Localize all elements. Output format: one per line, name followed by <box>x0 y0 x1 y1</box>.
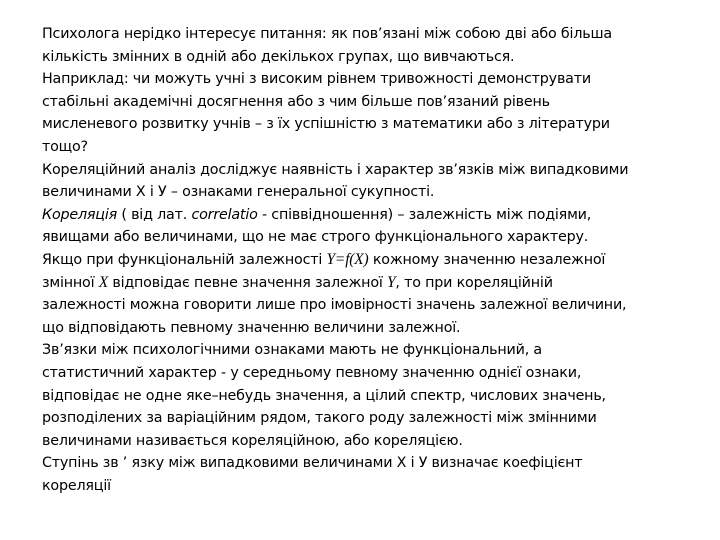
text-line: відповідає не одне яке–небудь значення, а цілий спектр, числових значень, <box>42 387 606 404</box>
text-line: кількість змінних в одній або декількох групах, що вивчаються. <box>42 48 515 65</box>
slide-text <box>0 23 720 497</box>
term-korelyatsiya: Кореляція <box>42 206 118 223</box>
text-line: тощо? <box>42 138 88 155</box>
text-line: величинами називається кореляційною, або кореляцією. <box>42 432 463 449</box>
text-line: Зв’язки між психологічними ознаками мають не функціональний, а <box>42 342 542 359</box>
text-line: Психолога нерідко інтересує питання: як пов’язані між собою дві або більша <box>42 26 612 42</box>
text-line: Кореляційний аналіз досліджує наявність і характер зв’язків між випадковими <box>42 161 629 178</box>
text-line: розподілених за варіаційним рядом, такого роду залежності між змінними <box>42 410 597 427</box>
text-fragment: Якщо при функціональній залежності <box>42 251 327 268</box>
text-line: стабільні академічні досягнення або з чим більше пов’язаний рівень <box>42 93 550 110</box>
text-line: Наприклад: чи можуть учні з високим рівнем тривожності демонструвати <box>42 71 591 88</box>
text-fragment: - співвідношення) – залежність між подіями, <box>257 206 592 223</box>
text-fragment: змінної <box>42 274 99 291</box>
latin-word: correlatio <box>191 206 258 223</box>
text-line: явищами або величинами, що не має строго функціонального характеру. <box>42 229 589 246</box>
formula-line <box>42 249 706 272</box>
text-line: величинами Х і У – ознаками генеральної сукупності. <box>42 184 435 201</box>
variables-line <box>42 272 706 295</box>
text-line: Ступінь зв ’ язку між випадковими величинами Х і У визначає коефіцієнт <box>42 455 583 472</box>
text-line: мисленевого розвитку учнів – з їх успішністю з математики або з літератури <box>42 116 610 133</box>
text-fragment: кожному значенню незалежної <box>368 251 606 268</box>
text-line: кореляції <box>42 477 111 494</box>
text-fragment: відповідає певне значення залежної <box>108 274 387 291</box>
definition-line <box>42 204 706 227</box>
text-line: що відповідають певному значенню величини залежної. <box>42 319 461 336</box>
text-fragment: , то при кореляційній <box>395 274 553 291</box>
formula: Y=f(X) <box>326 250 369 268</box>
text-line: статистичний характер - у середньому певному значенню однієї ознаки, <box>42 364 582 381</box>
variable-x: X <box>98 273 108 291</box>
variable-y: Y <box>387 273 396 291</box>
text-line: залежності можна говорити лише про імовірності значень залежної величини, <box>42 297 627 314</box>
text-fragment: ( від лат. <box>117 206 192 223</box>
